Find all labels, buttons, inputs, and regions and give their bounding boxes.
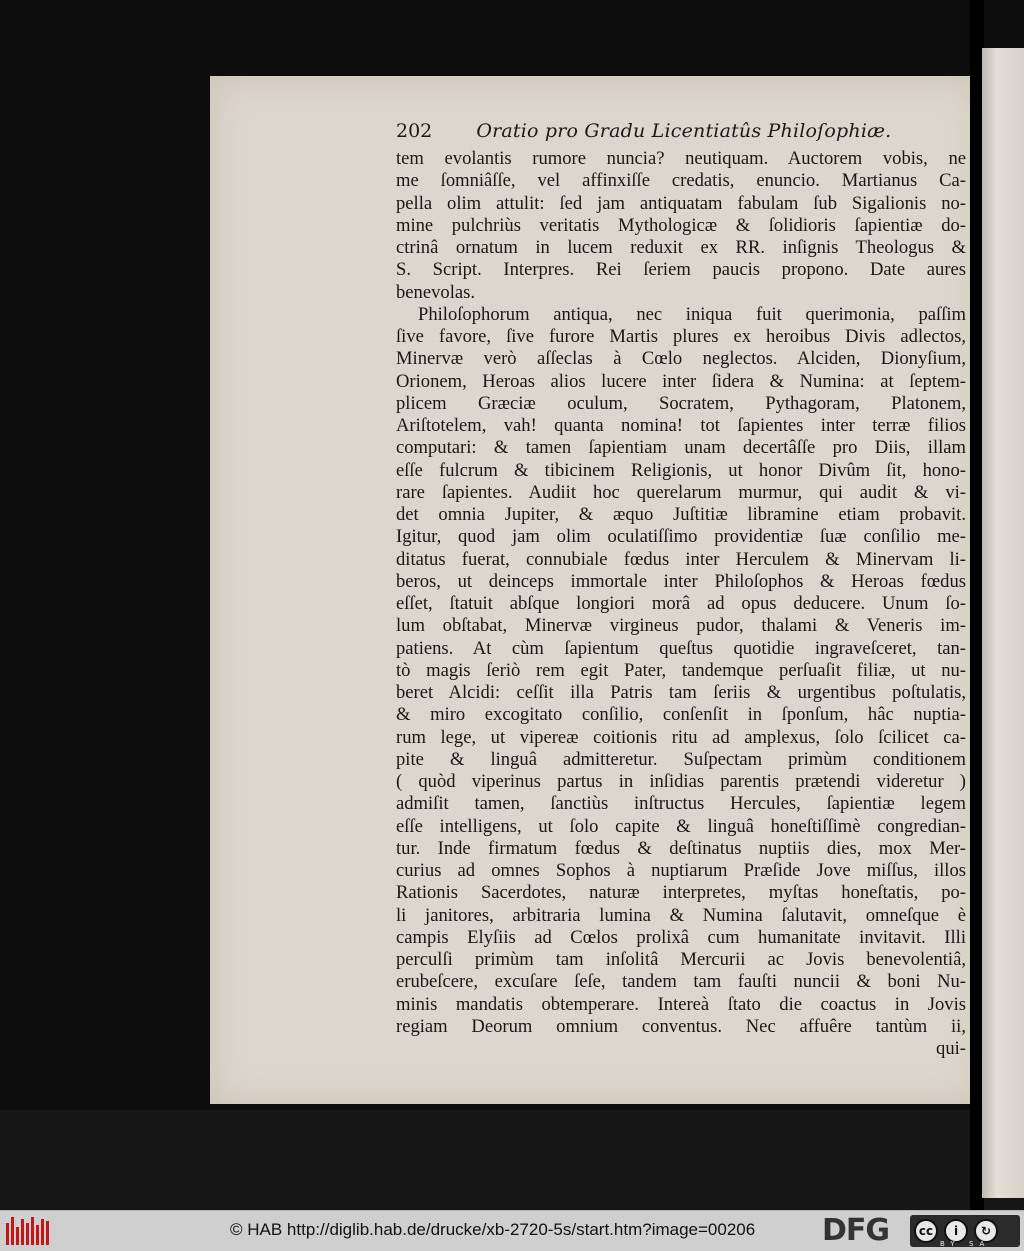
- dfg-logo-icon[interactable]: DFG: [822, 1213, 890, 1248]
- text-line: Orionem, Heroas alios lucere inter ſidera & Numina: at ſeptem-: [396, 370, 966, 392]
- text-line: Philoſophorum antiqua, nec iniqua fuit querimonia, paſſim: [418, 303, 966, 325]
- text-line: eſſe intelligens, ut ſolo capite & linguâ honeſtiſſimè congredian-: [396, 815, 966, 837]
- text-line: Ariſtotelem, vah! quanta nomina! tot ſapientes inter terræ filios: [396, 415, 966, 436]
- text-line: eſſet, ſtatuit abſque longiori morâ ad opus deducere. Unum ſo-: [396, 593, 966, 614]
- cc-icon: cc: [914, 1219, 938, 1243]
- attribution-icon: i: [944, 1219, 968, 1243]
- text-line: ( quòd viperinus partus in inſidias parentis prætendi videretur ): [396, 771, 966, 792]
- running-title: Oratio pro Gradu Licentiatûs Philoſophiæ.: [476, 120, 892, 142]
- body-text: [396, 148, 966, 1060]
- text-line: curius ad omnes Sophos à nuptiarum Præſide Jove miſſus, illos: [396, 860, 966, 881]
- text-line: tem evolantis rumore nuncia? neutiquam. Auctorem vobis, ne: [396, 148, 966, 169]
- text-line: ctrinâ ornatum in lucem reduxit ex RR. inſignis Theologus &: [396, 237, 966, 258]
- text-line: computari: & tamen ſapientiam unam decertâſſe pro Diis, illam: [396, 437, 966, 459]
- text-line: plicem Græciæ oculum, Socratem, Pythagoram, Platonem,: [396, 392, 966, 414]
- license-by-label: BY: [940, 1240, 961, 1248]
- text-line: rare ſapientes. Audiit hoc querelarum murmur, qui audit & vi-: [396, 481, 966, 503]
- text-line: mine pulchriùs veritatis Mythologicæ & ſolidioris ſapientiæ do-: [396, 214, 966, 236]
- text-line: admiſit tamen, ſanctiùs inſtructus Hercules, ſapientiæ legem: [396, 793, 966, 815]
- text-line: erubeſcere, excuſare ſeſe, tandem tam fauſti nuncii & boni Nu-: [396, 971, 966, 993]
- footer-bar: [0, 1210, 1024, 1251]
- text-line: eſſe fulcrum & tibicinem Religionis, ut honor Divûm ſit, hono-: [396, 459, 966, 481]
- text-line: beret Alcidi: ceſſit illa Patris tam ſeriis & urgentibus poſtulatis,: [396, 682, 966, 703]
- share-alike-icon: ↻: [974, 1219, 998, 1243]
- text-line: benevolas.: [396, 281, 475, 303]
- text-line: Minervæ verò aſſeclas à Cœlo neglectos. Alciden, Dionyſium,: [396, 348, 966, 370]
- next-page-edge: [982, 48, 1024, 1198]
- text-line: campis Elyſiis ad Cœlos prolixâ cum humanitate invitavit. Illi: [396, 926, 966, 948]
- text-line: ſive favore, ſive furore Martis plures ex heroibus Divis adlectos,: [396, 326, 966, 347]
- text-line: tur. Inde firmatum fœdus & deſtinatus nuptiis dies, mox Mer-: [396, 837, 966, 859]
- text-line: S. Script. Interpres. Rei ſeriem paucis propono. Date aures: [396, 259, 966, 281]
- text-line: Igitur, quod jam olim oculatiſſimo providentiæ ſuæ conſilio me-: [396, 526, 966, 548]
- text-line: & miro excogitato conſilio, conſenſit in ſponſum, hâc nuptia-: [396, 704, 966, 726]
- text-line: Rationis Sacerdotes, naturæ interpretes, myſtas honeſtatis, po-: [396, 882, 966, 904]
- text-line: minis mandatis obtemperare. Intereà ſtato die coactus in Jovis: [396, 993, 966, 1015]
- text-line: regiam Deorum omnium conventus. Nec affuêre tantùm ii,: [396, 1015, 966, 1037]
- cc-license-text: [940, 1240, 1020, 1248]
- text-line: me ſomniâſſe, vel affinxiſſe credatis, enuncio. Martianus Ca-: [396, 170, 966, 192]
- catchword: qui-: [936, 1038, 966, 1059]
- text-line: pite & linguâ admitteretur. Suſpectam primùm conditionem: [396, 748, 966, 770]
- copyright-link[interactable]: © HAB http://diglib.hab.de/drucke/xb-2720-5s/start.htm?image=00206: [230, 1220, 756, 1239]
- running-header: [396, 120, 956, 146]
- text-line: perculſi primùm tam inſolitâ Mercurii ac Jovis benevolentiâ,: [396, 949, 966, 970]
- hab-logo-icon[interactable]: [6, 1215, 50, 1245]
- text-line: tò magis ſeriò rem egit Pater, tandemque perſuaſit filiæ, ut nu-: [396, 659, 966, 681]
- text-line: rum lege, ut vipereæ coitionis ritu ad amplexus, ſolo ſcilicet ca-: [396, 726, 966, 748]
- text-line: beros, ut deinceps immortale inter Philoſophos & Heroas fœdus: [396, 570, 966, 592]
- text-line: patiens. At cùm ſapientum queſtus quotidie ingraveſceret, tan-: [396, 637, 966, 659]
- page-number: 202: [396, 120, 433, 142]
- text-line: lum obſtabat, Minervæ virgineus pudor, thalami & Veneris im-: [396, 615, 966, 637]
- scan-background-lower: [0, 1110, 1024, 1210]
- text-line: pella olim attulit: ſed jam antiquatam fabulam ſub Sigalionis no-: [396, 192, 966, 214]
- text-line: li janitores, arbitraria lumina & Numina ſalutavit, omneſque è: [396, 904, 966, 926]
- license-sa-label: SA: [968, 1240, 991, 1248]
- text-line: det omnia Jupiter, & æquo Juſtitiæ libramine etiam probavit.: [396, 504, 966, 525]
- text-line: ditatus fuerat, connubiale fœdus inter Herculem & Minervam li-: [396, 548, 966, 570]
